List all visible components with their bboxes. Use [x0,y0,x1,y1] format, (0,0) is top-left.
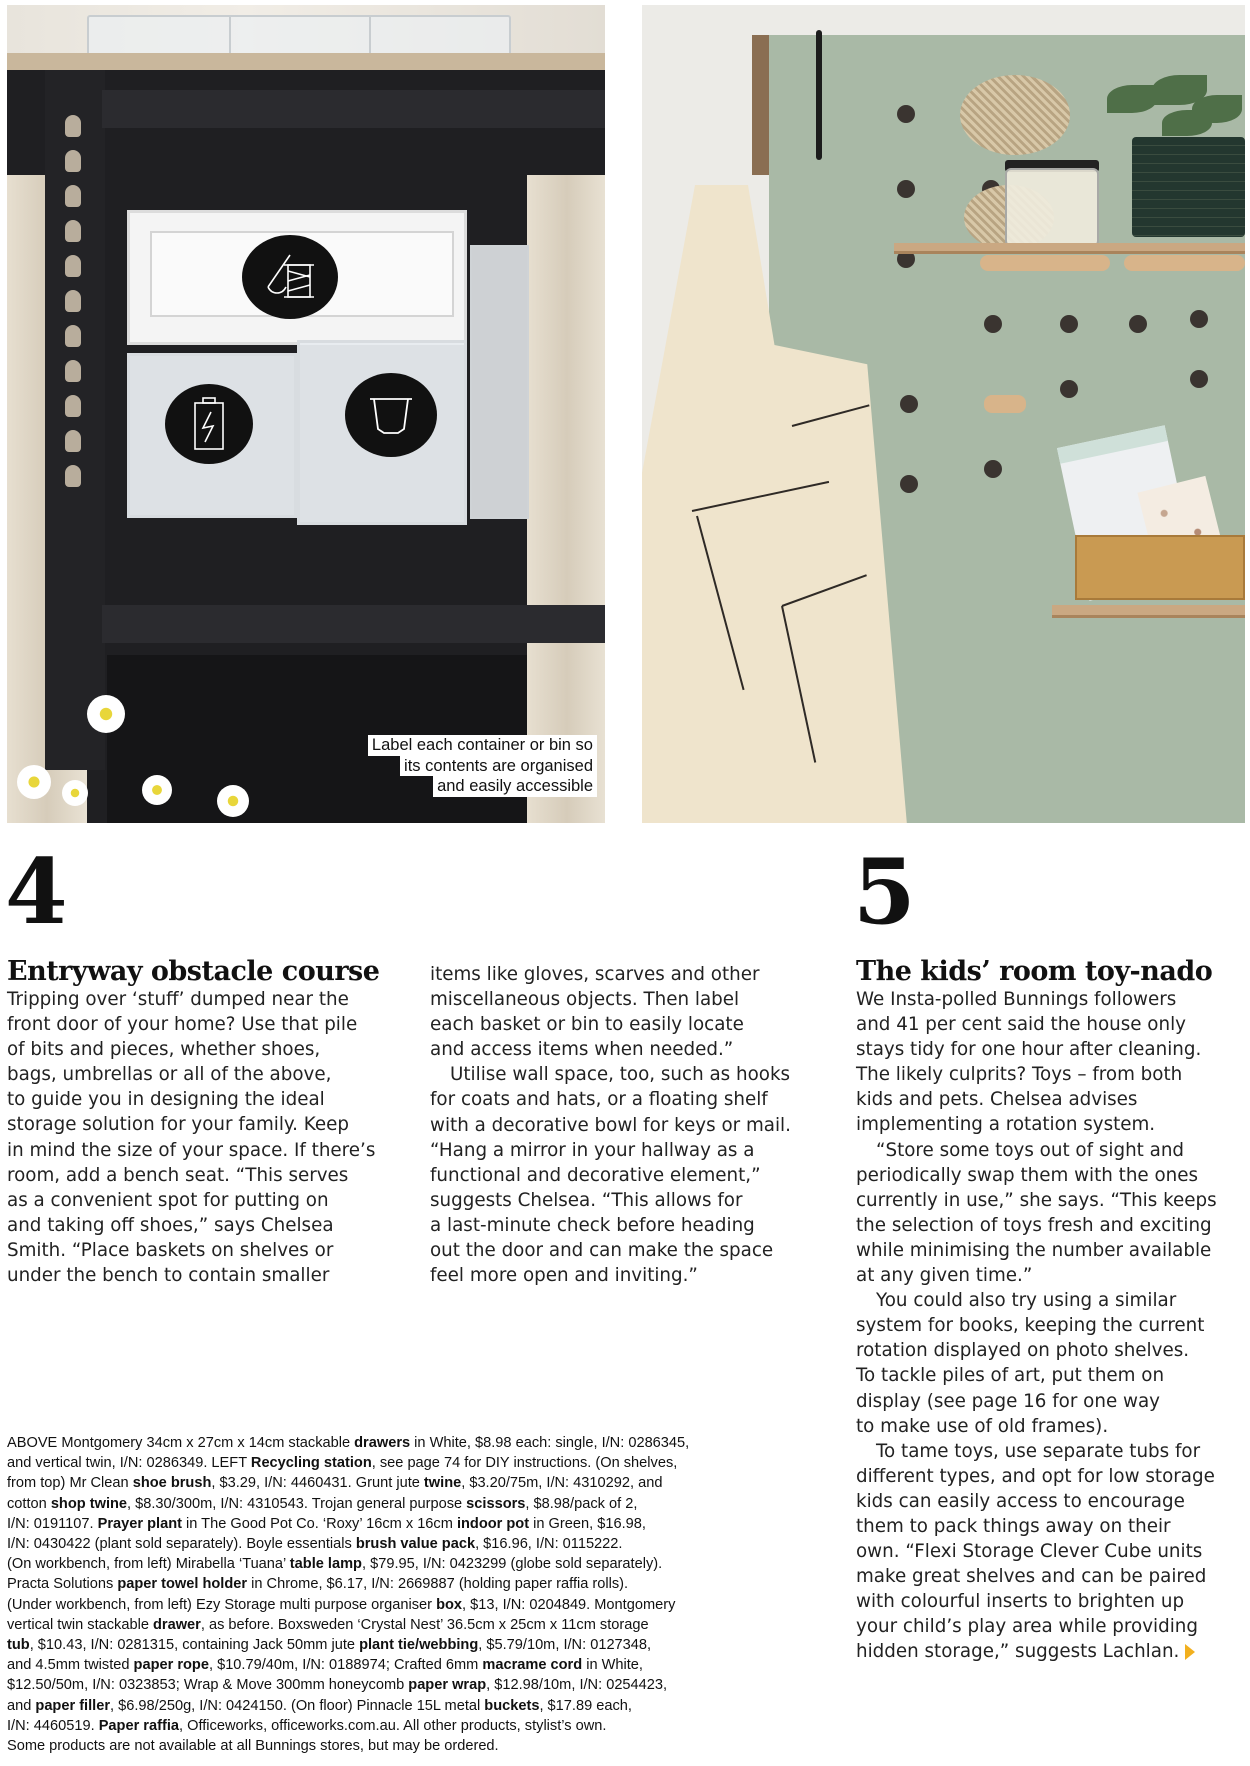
credit-line: Some products are not available at all Bunnings stores, but may be ordered. [7,1738,499,1755]
text-line: a last-minute check before heading [430,1214,755,1236]
text-line: the selection of toys fresh and exciting [856,1214,1212,1236]
shelf-beam-bottom [102,605,605,643]
text-line: feel more open and inviting.” [430,1265,698,1287]
lower-shelf [1052,605,1245,618]
section-heading-kids-room: The kids’ room toy-nado [856,956,1213,987]
credit-line: (On workbench, from left) Mirabella ‘Tuana’ table lamp, $79.95, I/N: 0423299 (globe sold separately). [7,1556,663,1573]
single-stackable-drawer [127,210,467,345]
text-line: room, add a bench seat. “This serves [7,1164,349,1186]
text-line: Utilise wall space, too, such as hooks [450,1064,791,1086]
credit-line: ABOVE Montgomery 34cm x 27cm x 14cm stackable drawers in White, $8.98 each: single, I/N: 0286345, [7,1435,690,1451]
black-hook [816,30,822,160]
caption-line: its contents are organised [400,756,597,777]
text-line: “Hang a mirror in your hallway as a [430,1139,755,1161]
text-line: to make use of old frames). [856,1415,1109,1437]
text-line: currently in use,” she says. “This keeps [856,1189,1217,1211]
daisy-flower [17,765,51,799]
section-heading-entryway: Entryway obstacle course [7,956,380,987]
text-line: You could also try using a similar [876,1290,1177,1312]
text-line: To tackle piles of art, put them on [856,1365,1165,1387]
sewing-needle-thread-icon [242,235,338,319]
text-line: items like gloves, scarves and other [430,964,760,985]
photo-labelled-drawers [7,5,605,823]
text-line: miscellaneous objects. Then label [430,989,740,1011]
caption-line: and easily accessible [433,776,597,797]
credit-line: Practa Solutions paper towel holder in Chrome, $6.17, I/N: 2669887 (holding paper raffia rolls). [7,1576,629,1593]
text-line: to guide you in designing the ideal [7,1089,325,1111]
floating-shelf [894,243,1245,254]
credit-line: cotton shop twine, $8.30/300m, I/N: 4310543. Trojan general purpose scissors, $8.98/pack of 2, [7,1495,638,1512]
text-line: front door of your home? Use that pile [7,1014,358,1036]
battery-charging-icon [165,384,253,464]
twine-ball [960,75,1070,155]
photo-caption [368,735,597,797]
text-line: for coats and hats, or a floating shelf [430,1089,768,1111]
coffee-pod-icon [345,373,437,457]
text-line: storage solution for your family. Keep [7,1114,349,1136]
text-line: system for books, keeping the current [856,1315,1205,1337]
text-line: periodically swap them with the ones [856,1164,1199,1186]
wooden-peg [984,395,1026,413]
text-line: suggests Chelsea. “This allows for [430,1189,743,1211]
twin-drawer-left [127,353,297,518]
text-line: functional and decorative element,” [430,1164,761,1186]
daisy-flower [217,785,249,817]
section5-column [856,987,1250,1665]
daisy-flower [87,695,125,733]
text-line: each basket or bin to easily locate [430,1014,744,1036]
credit-line: I/N: 4460519. Paper raffia, Officeworks, officeworks.com.au. All other products, stylist’s own. [7,1717,607,1734]
section-number-5: 5 [853,839,916,945]
text-line: kids and pets. Chelsea advises [856,1089,1138,1111]
credit-line: from top) Mr Clean shoe brush, $3.29, I/N: 4460431. Grunt jute twine, $3.20/75m, I/N: 4310292, and [7,1475,663,1492]
caption-line: Label each container or bin so [368,735,597,756]
text-line: display (see page 16 for one way [856,1390,1160,1412]
text-line: “Store some toys out of sight and [876,1139,1185,1161]
text-line: your child’s play area while providing [856,1616,1198,1638]
text-line: and access items when needed.” [430,1039,734,1061]
credit-line: (Under workbench, from left) Ezy Storage multi purpose organiser box, $13, I/N: 0204849. Montgomery [7,1596,676,1613]
credit-line: I/N: 0430422 (plant sold separately). Boyle essentials brush value pack, $16.96, I/N: 0115222. [7,1536,623,1553]
text-line: own. “Flexi Storage Clever Cube units [856,1541,1203,1563]
product-credits [7,1433,819,1756]
text-line: implementing a rotation system. [856,1114,1156,1136]
credit-line: and paper filler, $6.98/250g, I/N: 0424150. (On floor) Pinnacle 15L metal buckets, $17.89 each, [7,1697,632,1714]
text-line: different types, and opt for low storage [856,1465,1215,1487]
photo-pegboard [642,5,1245,823]
section4-column1 [7,987,407,1288]
green-indoor-pot [1132,137,1245,237]
continue-arrow-icon [1185,1644,1195,1660]
text-line: rotation displayed on photo shelves. [856,1340,1190,1362]
text-line: out the door and can make the space [430,1240,774,1262]
shelf-upright-post [45,70,105,770]
section4-column2 [430,962,830,1288]
text-line: with a decorative bowl for keys or mail. [430,1114,791,1136]
text-line: stays tidy for one hour after cleaning. [856,1039,1202,1061]
text-line: Smith. “Place baskets on shelves or [7,1239,334,1261]
text-line: as a convenient spot for putting on [7,1189,329,1211]
text-line: at any given time.” [856,1265,1033,1287]
linen-curtain-right [527,175,605,823]
text-line: with colourful inserts to brighten up [856,1591,1185,1613]
text-line: in mind the size of your space. If there’s [7,1139,376,1161]
text-line: To tame toys, use separate tubs for [876,1440,1201,1462]
credit-line: and 4.5mm twisted paper rope, $10.79/40m, I/N: 0188974; Crafted 6mm macrame cord in White, [7,1657,643,1674]
text-line: We Insta-polled Bunnings followers [856,989,1177,1010]
bamboo-box [1075,535,1245,600]
text-line: and taking off shoes,” says Chelsea [7,1214,334,1236]
credit-line: $12.50/50m, I/N: 0323853; Wrap & Move 300mm honeycomb paper wrap, $12.98/10m, I/N: 0254423, [7,1677,668,1694]
section-number-4: 4 [5,839,68,945]
text-line: and 41 per cent said the house only [856,1014,1186,1036]
text-line: of bits and pieces, whether shoes, [7,1039,321,1061]
text-line: make great shelves and can be paired [856,1566,1207,1588]
daisy-flower [142,775,172,805]
wooden-dowel [1124,255,1245,271]
credit-line: tub, $10.43, I/N: 0281315, containing Jack 50mm jute plant tie/webbing, $5.79/10m, I/N: 0127348, [7,1637,652,1654]
wooden-dowel [980,255,1110,271]
text-line: The likely culprits? Toys – from both [856,1064,1183,1086]
credit-line: I/N: 0191107. Prayer plant in The Good Pot Co. ‘Roxy’ 16cm x 16cm indoor pot in Green, $16.98, [7,1515,646,1532]
twin-drawer-right-open [297,340,467,525]
text-line: them to pack things away on their [856,1515,1171,1537]
side-clear-drawers [470,245,529,519]
button-jar [1005,168,1099,247]
text-line: while minimising the number available [856,1239,1212,1261]
text-line: under the bench to contain smaller [7,1265,330,1287]
text-line: Tripping over ‘stuff’ dumped near the [7,989,349,1010]
shelf-beam-top [102,90,605,128]
text-line: hidden storage,” suggests Lachlan. [856,1641,1180,1663]
text-line: bags, umbrellas or all of the above, [7,1064,332,1086]
credit-line: and vertical twin, I/N: 0286349. LEFT Recycling station, see page 74 for DIY instructions. (On shelves, [7,1455,678,1472]
daisy-flower [62,780,88,806]
credit-line: vertical twin stackable drawer, as before. Boxsweden ‘Crystal Nest’ 36.5cm x 25cm x 11cm storage [7,1616,649,1633]
text-line: kids can easily access to encourage [856,1490,1185,1512]
